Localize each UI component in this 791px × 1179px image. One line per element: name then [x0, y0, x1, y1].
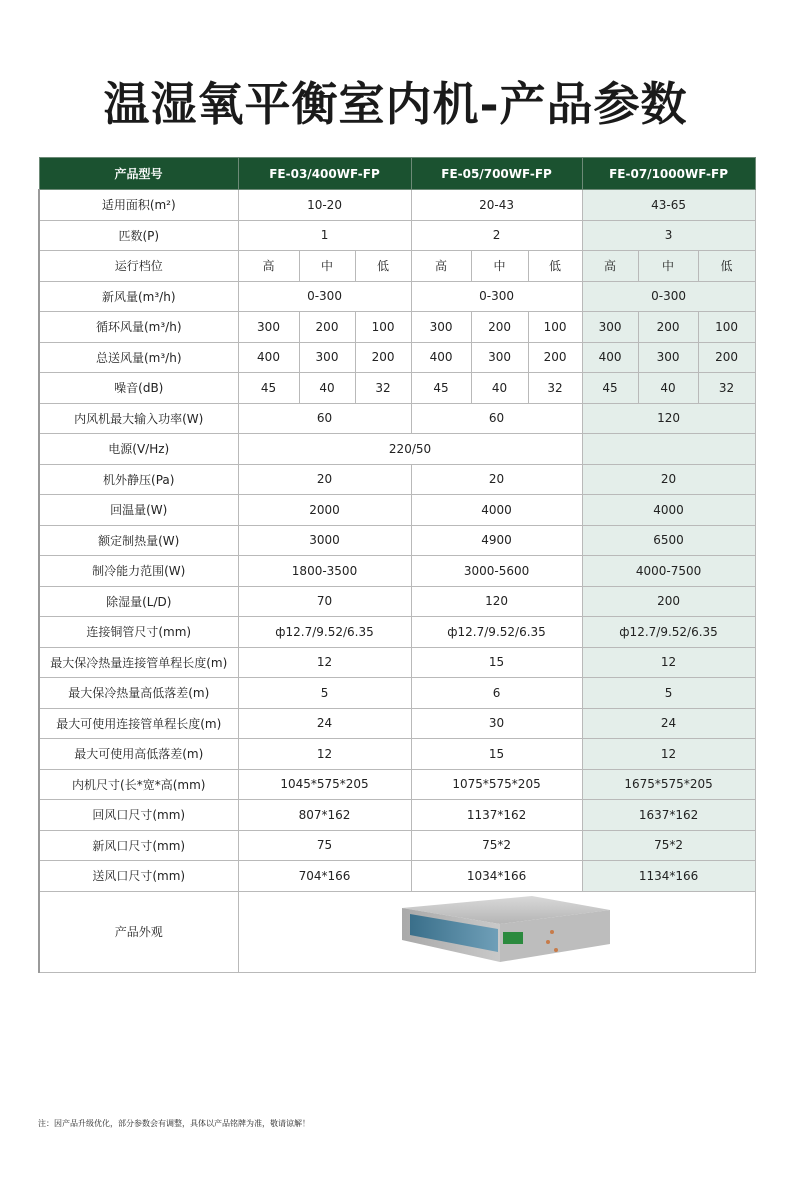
table-row: [39, 739, 755, 770]
row-label: 电源(V/Hz): [39, 434, 238, 465]
cell: 200: [582, 586, 755, 617]
cell: 24: [238, 708, 411, 739]
page-title: 温湿氧平衡室内机-产品参数: [103, 77, 688, 131]
product-image-cell: [238, 891, 755, 972]
table-row: [39, 464, 755, 495]
cell: 15: [411, 647, 582, 678]
row-label: 最大可使用连接管单程长度(m): [39, 708, 238, 739]
cell: 5: [238, 678, 411, 709]
cell: 15: [411, 739, 582, 770]
cell: 12: [582, 739, 755, 770]
cell: 12: [238, 647, 411, 678]
cell: 1075*575*205: [411, 769, 582, 800]
model-1: FE-03/400WF-FP: [238, 158, 411, 190]
cell: 75: [238, 830, 411, 861]
cell: 200: [528, 342, 582, 373]
cell: 70: [238, 586, 411, 617]
model-2: FE-05/700WF-FP: [411, 158, 582, 190]
cell: 40: [471, 373, 528, 404]
cell: 0-300: [411, 281, 582, 312]
cell: 1034*166: [411, 861, 582, 892]
cell: 高: [582, 251, 638, 282]
cell: 100: [355, 312, 411, 343]
cell: 低: [528, 251, 582, 282]
row-label: 连接铜管尺寸(mm): [39, 617, 238, 648]
cell: 2: [411, 220, 582, 251]
cell: 300: [238, 312, 299, 343]
table-row: [39, 800, 755, 831]
row-label: 内机尺寸(长*宽*高(mm): [39, 769, 238, 800]
cell: 120: [411, 586, 582, 617]
table-row: [39, 495, 755, 526]
cell: 3000: [238, 525, 411, 556]
row-label: 适用面积(m²): [39, 190, 238, 221]
footnote: 注：因产品升级优化，部分参数会有调整，具体以产品铭牌为准，敬请谅解！: [38, 1119, 310, 1128]
cell: ф12.7/9.52/6.35: [238, 617, 411, 648]
cell: 300: [638, 342, 698, 373]
table-row: [39, 647, 755, 678]
cell: 200: [471, 312, 528, 343]
cell: 低: [355, 251, 411, 282]
cell: 0-300: [582, 281, 755, 312]
cell: 60: [238, 403, 411, 434]
cell: 3000-5600: [411, 556, 582, 587]
table-row: [39, 861, 755, 892]
row-label: 产品外观: [39, 891, 238, 972]
cell: 43-65: [582, 190, 755, 221]
table-row: [39, 586, 755, 617]
table-row: [39, 434, 755, 465]
cell: 300: [411, 312, 471, 343]
cell: 75*2: [411, 830, 582, 861]
cell: 6: [411, 678, 582, 709]
cell: ф12.7/9.52/6.35: [411, 617, 582, 648]
cell: 120: [582, 403, 755, 434]
cell: 45: [238, 373, 299, 404]
row-label: 循环风量(m³/h): [39, 312, 238, 343]
cell: 300: [471, 342, 528, 373]
cell: 32: [698, 373, 755, 404]
row-label: 除湿量(L/D): [39, 586, 238, 617]
table-row: [39, 312, 755, 343]
table-row: [39, 769, 755, 800]
cell: 60: [411, 403, 582, 434]
table-row: [39, 403, 755, 434]
cell: 12: [238, 739, 411, 770]
cell: 高: [238, 251, 299, 282]
row-label: 最大可使用高低落差(m): [39, 739, 238, 770]
cell: 45: [582, 373, 638, 404]
cell: 807*162: [238, 800, 411, 831]
row-label: 额定制热量(W): [39, 525, 238, 556]
cell: 400: [411, 342, 471, 373]
cell: 75*2: [582, 830, 755, 861]
cell: 3: [582, 220, 755, 251]
cell: 32: [355, 373, 411, 404]
cell: 200: [355, 342, 411, 373]
cell: 4000: [411, 495, 582, 526]
cell: 1: [238, 220, 411, 251]
table-row: [39, 190, 755, 221]
cell: 100: [698, 312, 755, 343]
cell: 1637*162: [582, 800, 755, 831]
cell: 40: [638, 373, 698, 404]
cell: 低: [698, 251, 755, 282]
row-label: 新风量(m³/h): [39, 281, 238, 312]
table-row: [39, 220, 755, 251]
cell: 0-300: [238, 281, 411, 312]
cell: 24: [582, 708, 755, 739]
row-label: 最大保冷热量连接管单程长度(m): [39, 647, 238, 678]
cell: 300: [582, 312, 638, 343]
cell: 200: [698, 342, 755, 373]
cell: 40: [299, 373, 355, 404]
cell: 1045*575*205: [238, 769, 411, 800]
table-row: [39, 556, 755, 587]
cell: 20: [238, 464, 411, 495]
row-label: 总送风量(m³/h): [39, 342, 238, 373]
cell: 1675*575*205: [582, 769, 755, 800]
cell: 20: [582, 464, 755, 495]
cell: 100: [528, 312, 582, 343]
cell: 200: [638, 312, 698, 343]
cell: 12: [582, 647, 755, 678]
cell: 20: [411, 464, 582, 495]
table-row: [39, 251, 755, 282]
cell: 中: [638, 251, 698, 282]
table-row: [39, 373, 755, 404]
table-row: [39, 617, 755, 648]
cell: 5: [582, 678, 755, 709]
spec-table: [38, 157, 756, 973]
row-label: 最大保冷热量高低落差(m): [39, 678, 238, 709]
cell: 6500: [582, 525, 755, 556]
model-3: FE-07/1000WF-FP: [582, 158, 755, 190]
row-label: 制冷能力范围(W): [39, 556, 238, 587]
row-label: 回风口尺寸(mm): [39, 800, 238, 831]
cell: 400: [238, 342, 299, 373]
cell: 1137*162: [411, 800, 582, 831]
cell: 4000-7500: [582, 556, 755, 587]
cell: 中: [471, 251, 528, 282]
cell: 220/50: [238, 434, 582, 465]
cell-empty: [582, 434, 755, 465]
cell: 30: [411, 708, 582, 739]
cell: 4900: [411, 525, 582, 556]
table-row: [39, 342, 755, 373]
header-row: [39, 158, 755, 190]
product-image: [382, 892, 612, 972]
cell: 4000: [582, 495, 755, 526]
cell: 1800-3500: [238, 556, 411, 587]
row-label: 内风机最大输入功率(W): [39, 403, 238, 434]
cell: 2000: [238, 495, 411, 526]
cell: ф12.7/9.52/6.35: [582, 617, 755, 648]
table-row: [39, 678, 755, 709]
appearance-row: [39, 891, 755, 972]
cell: 高: [411, 251, 471, 282]
cell: 32: [528, 373, 582, 404]
cell: 10-20: [238, 190, 411, 221]
cell: 45: [411, 373, 471, 404]
row-label: 新风口尺寸(mm): [39, 830, 238, 861]
cell: 1134*166: [582, 861, 755, 892]
row-label: 机外静压(Pa): [39, 464, 238, 495]
row-label: 回温量(W): [39, 495, 238, 526]
cell: 300: [299, 342, 355, 373]
row-label: 送风口尺寸(mm): [39, 861, 238, 892]
table-row: [39, 708, 755, 739]
header-label: 产品型号: [39, 158, 238, 190]
cell: 中: [299, 251, 355, 282]
row-label: 匹数(P): [39, 220, 238, 251]
cell: 400: [582, 342, 638, 373]
table-row: [39, 281, 755, 312]
cell: 704*166: [238, 861, 411, 892]
cell: 200: [299, 312, 355, 343]
row-label: 运行档位: [39, 251, 238, 282]
table-row: [39, 525, 755, 556]
row-label: 噪音(dB): [39, 373, 238, 404]
table-row: [39, 830, 755, 861]
cell: 20-43: [411, 190, 582, 221]
